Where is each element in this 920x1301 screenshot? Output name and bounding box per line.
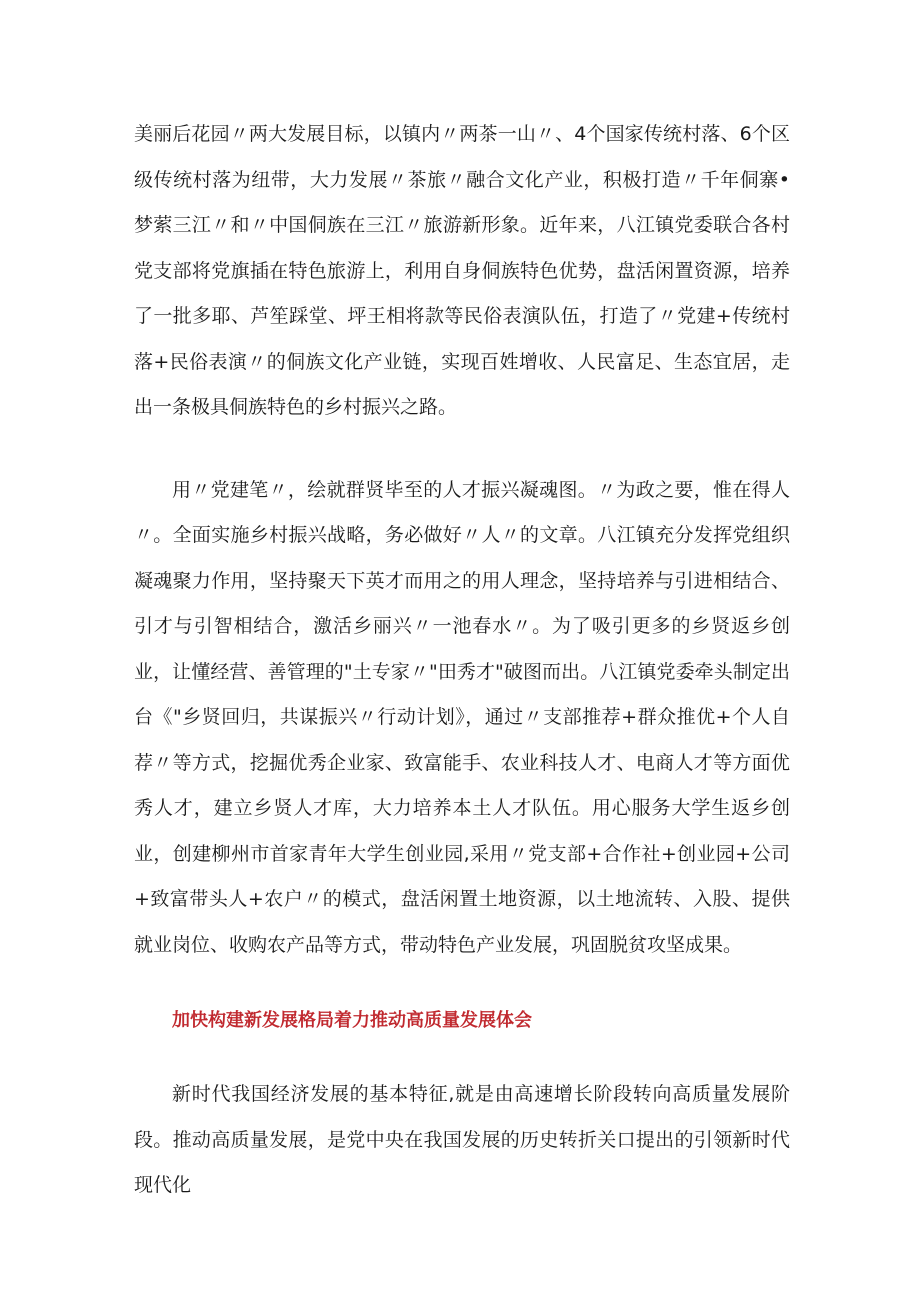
- paragraph-spacer: [134, 431, 790, 468]
- paragraph-spacer: [134, 968, 790, 1006]
- section-heading: 加快构建新发展格局着力推动高质量发展体会: [172, 1010, 532, 1031]
- paragraph-talent-revitalization: 用〃党建笔〃，绘就群贤毕至的人才振兴凝魂图。〃为政之要，惟在得人〃。全面实施乡村振兴战略，务必做好〃人〃的文章。八江镇充分发挥党组织凝魂聚力作用，坚持聚天下英才而用之的用人理念，坚持培养与引进相结合、引才与引智相结合，激活乡丽兴〃一池春水〃。为了吸引更多的乡贤返乡创业，让懂经营、善管理的"土专家〃"田秀才"破图而出。八江镇党委牵头制定出台《"乡贤回归，共谋振兴〃行动计划》，通过〃支部推荐+群众推优+个人自荐〃等方式，挖掘优秀企业家、致富能手、农业科技人才、电商人才等方面优秀人才，建立乡贤人才库，大力培养本土人才队伍。用心服务大学生返乡创业，创建柳州市首家青年大学生创业园,采用〃党支部+合作社+创业园+公司+致富带头人+农户〃的模式，盘活闲置土地资源，以土地流转、入股、提供就业岗位、收购农产品等方式，带动特色产业发展，巩固脱贫攻坚成果。: [134, 478, 790, 956]
- paragraph-high-quality-development: 新时代我国经济发展的基本特征,就是由高速增长阶段转向高质量发展阶段。推动高质量发展，是党中央在我国发展的历史转折关口提出的引领新时代现代化: [134, 1083, 790, 1196]
- paragraph-rural-tourism: 美丽后花园〃两大发展目标，以镇内〃两茶一山〃、4个国家传统村落、6个区级传统村落为纽带，大力发展〃茶旅〃融合文化产业，积极打造〃千年侗寨•梦萦三江〃和〃中国侗族在三江〃旅游新形象。近年来，八江镇党委联合各村党支部将党旗插在特色旅游上，利用自身侗族特色优势，盘活闲置资源，培养了一批多耶、芦笙踩堂、坪王相将款等民俗表演队伍，打造了〃党建+传统村落+民俗表演〃的侗族文化产业链，实现百姓增收、人民富足、生态宜居，走出一条极具侗族特色的乡村振兴之路。: [134, 123, 790, 418]
- paragraph-spacer: [134, 1036, 790, 1072]
- document-body: [134, 112, 790, 1209]
